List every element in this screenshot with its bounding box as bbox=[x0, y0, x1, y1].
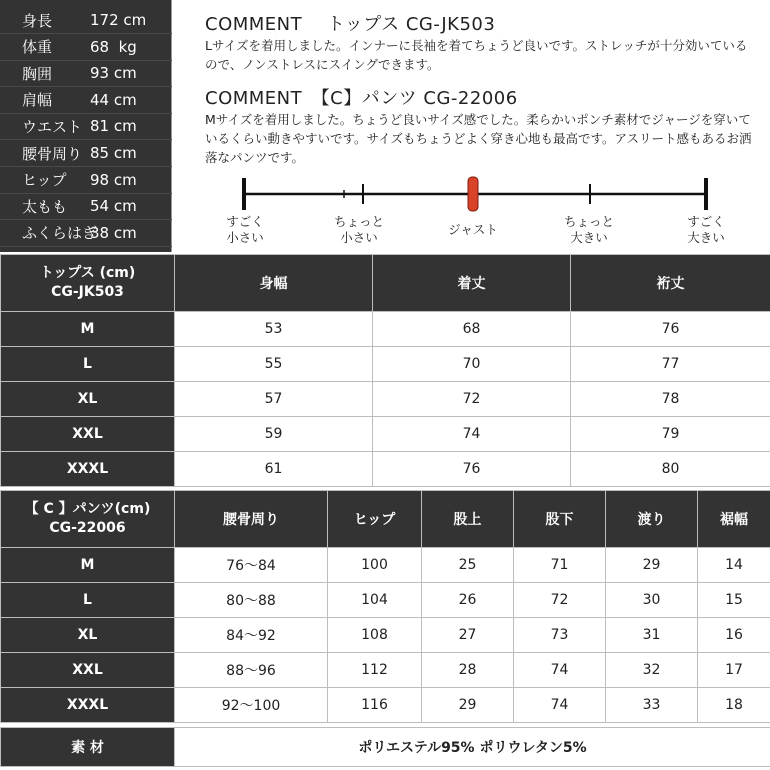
measurement-label: ウエスト bbox=[22, 117, 83, 136]
measurement-value: 68 kg bbox=[90, 37, 137, 56]
measurement-label: 太もも bbox=[22, 197, 68, 216]
measurement-value: 85 cm bbox=[90, 144, 137, 162]
table-cell: 100 bbox=[328, 548, 422, 583]
table-row bbox=[1, 347, 770, 382]
table-cell: 74 bbox=[514, 653, 606, 688]
table-cell: 29 bbox=[422, 688, 514, 723]
table-row bbox=[1, 548, 770, 583]
measurement-label: ふくらはぎ bbox=[22, 224, 98, 243]
measurement-row bbox=[0, 113, 172, 140]
measurement-label: 腰骨周り bbox=[22, 144, 83, 163]
tops-column-header: 裄丈 bbox=[571, 255, 770, 312]
fit-marker bbox=[468, 177, 478, 211]
table-cell: 27 bbox=[422, 618, 514, 653]
table-cell: 84～92 bbox=[175, 618, 328, 653]
size-label: XXXL bbox=[1, 688, 175, 723]
table-cell: 14 bbox=[698, 548, 770, 583]
pants-column-header: ヒップ bbox=[328, 491, 422, 548]
table-cell: 70 bbox=[373, 347, 571, 382]
tops-column-header: 身幅 bbox=[175, 255, 373, 312]
table-cell: 112 bbox=[328, 653, 422, 688]
table-row bbox=[1, 382, 770, 417]
table-cell: 72 bbox=[514, 583, 606, 618]
measurement-label: ヒップ bbox=[22, 171, 67, 190]
table-cell: 28 bbox=[422, 653, 514, 688]
measurement-value: 172 cm bbox=[90, 11, 147, 29]
fit-scale bbox=[178, 166, 770, 252]
measurement-row bbox=[0, 140, 172, 167]
measurement-value: 54 cm bbox=[90, 197, 137, 216]
table-cell: 16 bbox=[698, 618, 770, 653]
table-cell: 17 bbox=[698, 653, 770, 688]
table-row bbox=[1, 653, 770, 688]
pants-column-header: 渡り bbox=[606, 491, 698, 548]
table-cell: 88～96 bbox=[175, 653, 328, 688]
measurement-label: 体重 bbox=[22, 38, 53, 57]
comment-tops-text: Lサイズを着用しました。インナーに長袖を着てちょうど良いです。ストレッチが十分効いているので、ノンストレスにスイングできます。 bbox=[205, 38, 748, 72]
material-value: ポリエステル95% ポリウレタン5% bbox=[175, 728, 770, 767]
size-label: L bbox=[1, 347, 175, 382]
measurement-row bbox=[0, 87, 172, 114]
measurement-row bbox=[0, 193, 172, 220]
size-label: L bbox=[1, 583, 175, 618]
table-cell: 32 bbox=[606, 653, 698, 688]
pants-table-header: 【 C 】パンツ(cm) CG-22006 bbox=[1, 491, 175, 548]
table-cell: 79 bbox=[571, 417, 770, 452]
table-cell: 33 bbox=[606, 688, 698, 723]
comment-pants-title: COMMENT 【C】パンツ CG-22006 bbox=[205, 88, 518, 109]
measurement-label: 身長 bbox=[22, 11, 53, 30]
table-cell: 108 bbox=[328, 618, 422, 653]
measurement-row bbox=[0, 7, 172, 34]
size-label: XXL bbox=[1, 417, 175, 452]
table-cell: 53 bbox=[175, 312, 373, 347]
measurement-label: 胸囲 bbox=[22, 64, 53, 83]
table-cell: 74 bbox=[514, 688, 606, 723]
table-cell: 72 bbox=[373, 382, 571, 417]
measurement-value: 81 cm bbox=[90, 117, 137, 136]
scale-label-very-large: すごく 大きい bbox=[687, 214, 725, 245]
size-label: M bbox=[1, 548, 175, 583]
scale-label-very-small: すごく 小さい bbox=[226, 214, 264, 245]
table-cell: 76 bbox=[571, 312, 770, 347]
model-measurements-panel bbox=[0, 0, 172, 252]
tops-table-header: トップス (cm) CG-JK503 bbox=[1, 255, 175, 312]
table-row bbox=[1, 452, 770, 487]
measurement-row bbox=[0, 220, 172, 247]
pants-column-header: 腰骨周り bbox=[175, 491, 328, 548]
table-cell: 80～88 bbox=[175, 583, 328, 618]
table-cell: 59 bbox=[175, 417, 373, 452]
table-cell: 92～100 bbox=[175, 688, 328, 723]
comment-tops-title: COMMENT トップス CG-JK503 bbox=[205, 14, 496, 35]
measurement-row bbox=[0, 167, 172, 194]
table-cell: 71 bbox=[514, 548, 606, 583]
table-cell: 104 bbox=[328, 583, 422, 618]
table-cell: 26 bbox=[422, 583, 514, 618]
scale-label-just: ジャスト bbox=[448, 222, 498, 237]
size-label: XXXL bbox=[1, 452, 175, 487]
table-row bbox=[1, 417, 770, 452]
table-cell: 29 bbox=[606, 548, 698, 583]
measurement-value: 38 cm bbox=[90, 223, 137, 242]
fit-scale-bar bbox=[178, 172, 770, 212]
table-cell: 76～84 bbox=[175, 548, 328, 583]
table-cell: 31 bbox=[606, 618, 698, 653]
scale-end-left bbox=[242, 178, 246, 210]
table-cell: 116 bbox=[328, 688, 422, 723]
table-cell: 25 bbox=[422, 548, 514, 583]
pants-column-header: 股下 bbox=[514, 491, 606, 548]
table-cell: 76 bbox=[373, 452, 571, 487]
tops-size-table bbox=[0, 254, 770, 487]
table-cell: 80 bbox=[571, 452, 770, 487]
table-cell: 74 bbox=[373, 417, 571, 452]
comment-pants-text: Mサイズを着用しました。ちょうど良いサイズ感でした。柔らかいポンチ素材でジャージを穿いているくらい動きやすいです。サイズもちょうどよく穿き心地も最高です。アスリート感もあるお洒落なパンツです。 bbox=[205, 112, 752, 165]
scale-end-right bbox=[704, 178, 708, 210]
scale-label-slightly-large: ちょっと 大きい bbox=[563, 214, 614, 245]
size-label: XXL bbox=[1, 653, 175, 688]
measurement-row bbox=[0, 34, 172, 61]
size-label: XL bbox=[1, 382, 175, 417]
size-label: XL bbox=[1, 618, 175, 653]
measurement-value: 44 cm bbox=[90, 90, 137, 109]
table-cell: 15 bbox=[698, 583, 770, 618]
table-row bbox=[1, 618, 770, 653]
scale-label-slightly-small: ちょっと 小さい bbox=[333, 214, 384, 245]
table-cell: 68 bbox=[373, 312, 571, 347]
table-cell: 61 bbox=[175, 452, 373, 487]
size-label: M bbox=[1, 312, 175, 347]
measurement-label: 肩幅 bbox=[22, 91, 53, 110]
table-row bbox=[1, 312, 770, 347]
pants-column-header: 股上 bbox=[422, 491, 514, 548]
measurement-row bbox=[0, 60, 172, 87]
table-cell: 77 bbox=[571, 347, 770, 382]
measurement-value: 93 cm bbox=[90, 64, 137, 83]
table-cell: 73 bbox=[514, 618, 606, 653]
material-label: 素 材 bbox=[1, 728, 175, 767]
material-table bbox=[0, 727, 770, 767]
tops-column-header: 着丈 bbox=[373, 255, 571, 312]
table-cell: 30 bbox=[606, 583, 698, 618]
table-cell: 57 bbox=[175, 382, 373, 417]
table-row bbox=[1, 688, 770, 723]
measurement-value: 98 cm bbox=[90, 170, 137, 189]
table-cell: 18 bbox=[698, 688, 770, 723]
pants-column-header: 裾幅 bbox=[698, 491, 770, 548]
table-cell: 55 bbox=[175, 347, 373, 382]
table-row bbox=[1, 583, 770, 618]
table-cell: 78 bbox=[571, 382, 770, 417]
pants-size-table bbox=[0, 490, 770, 723]
